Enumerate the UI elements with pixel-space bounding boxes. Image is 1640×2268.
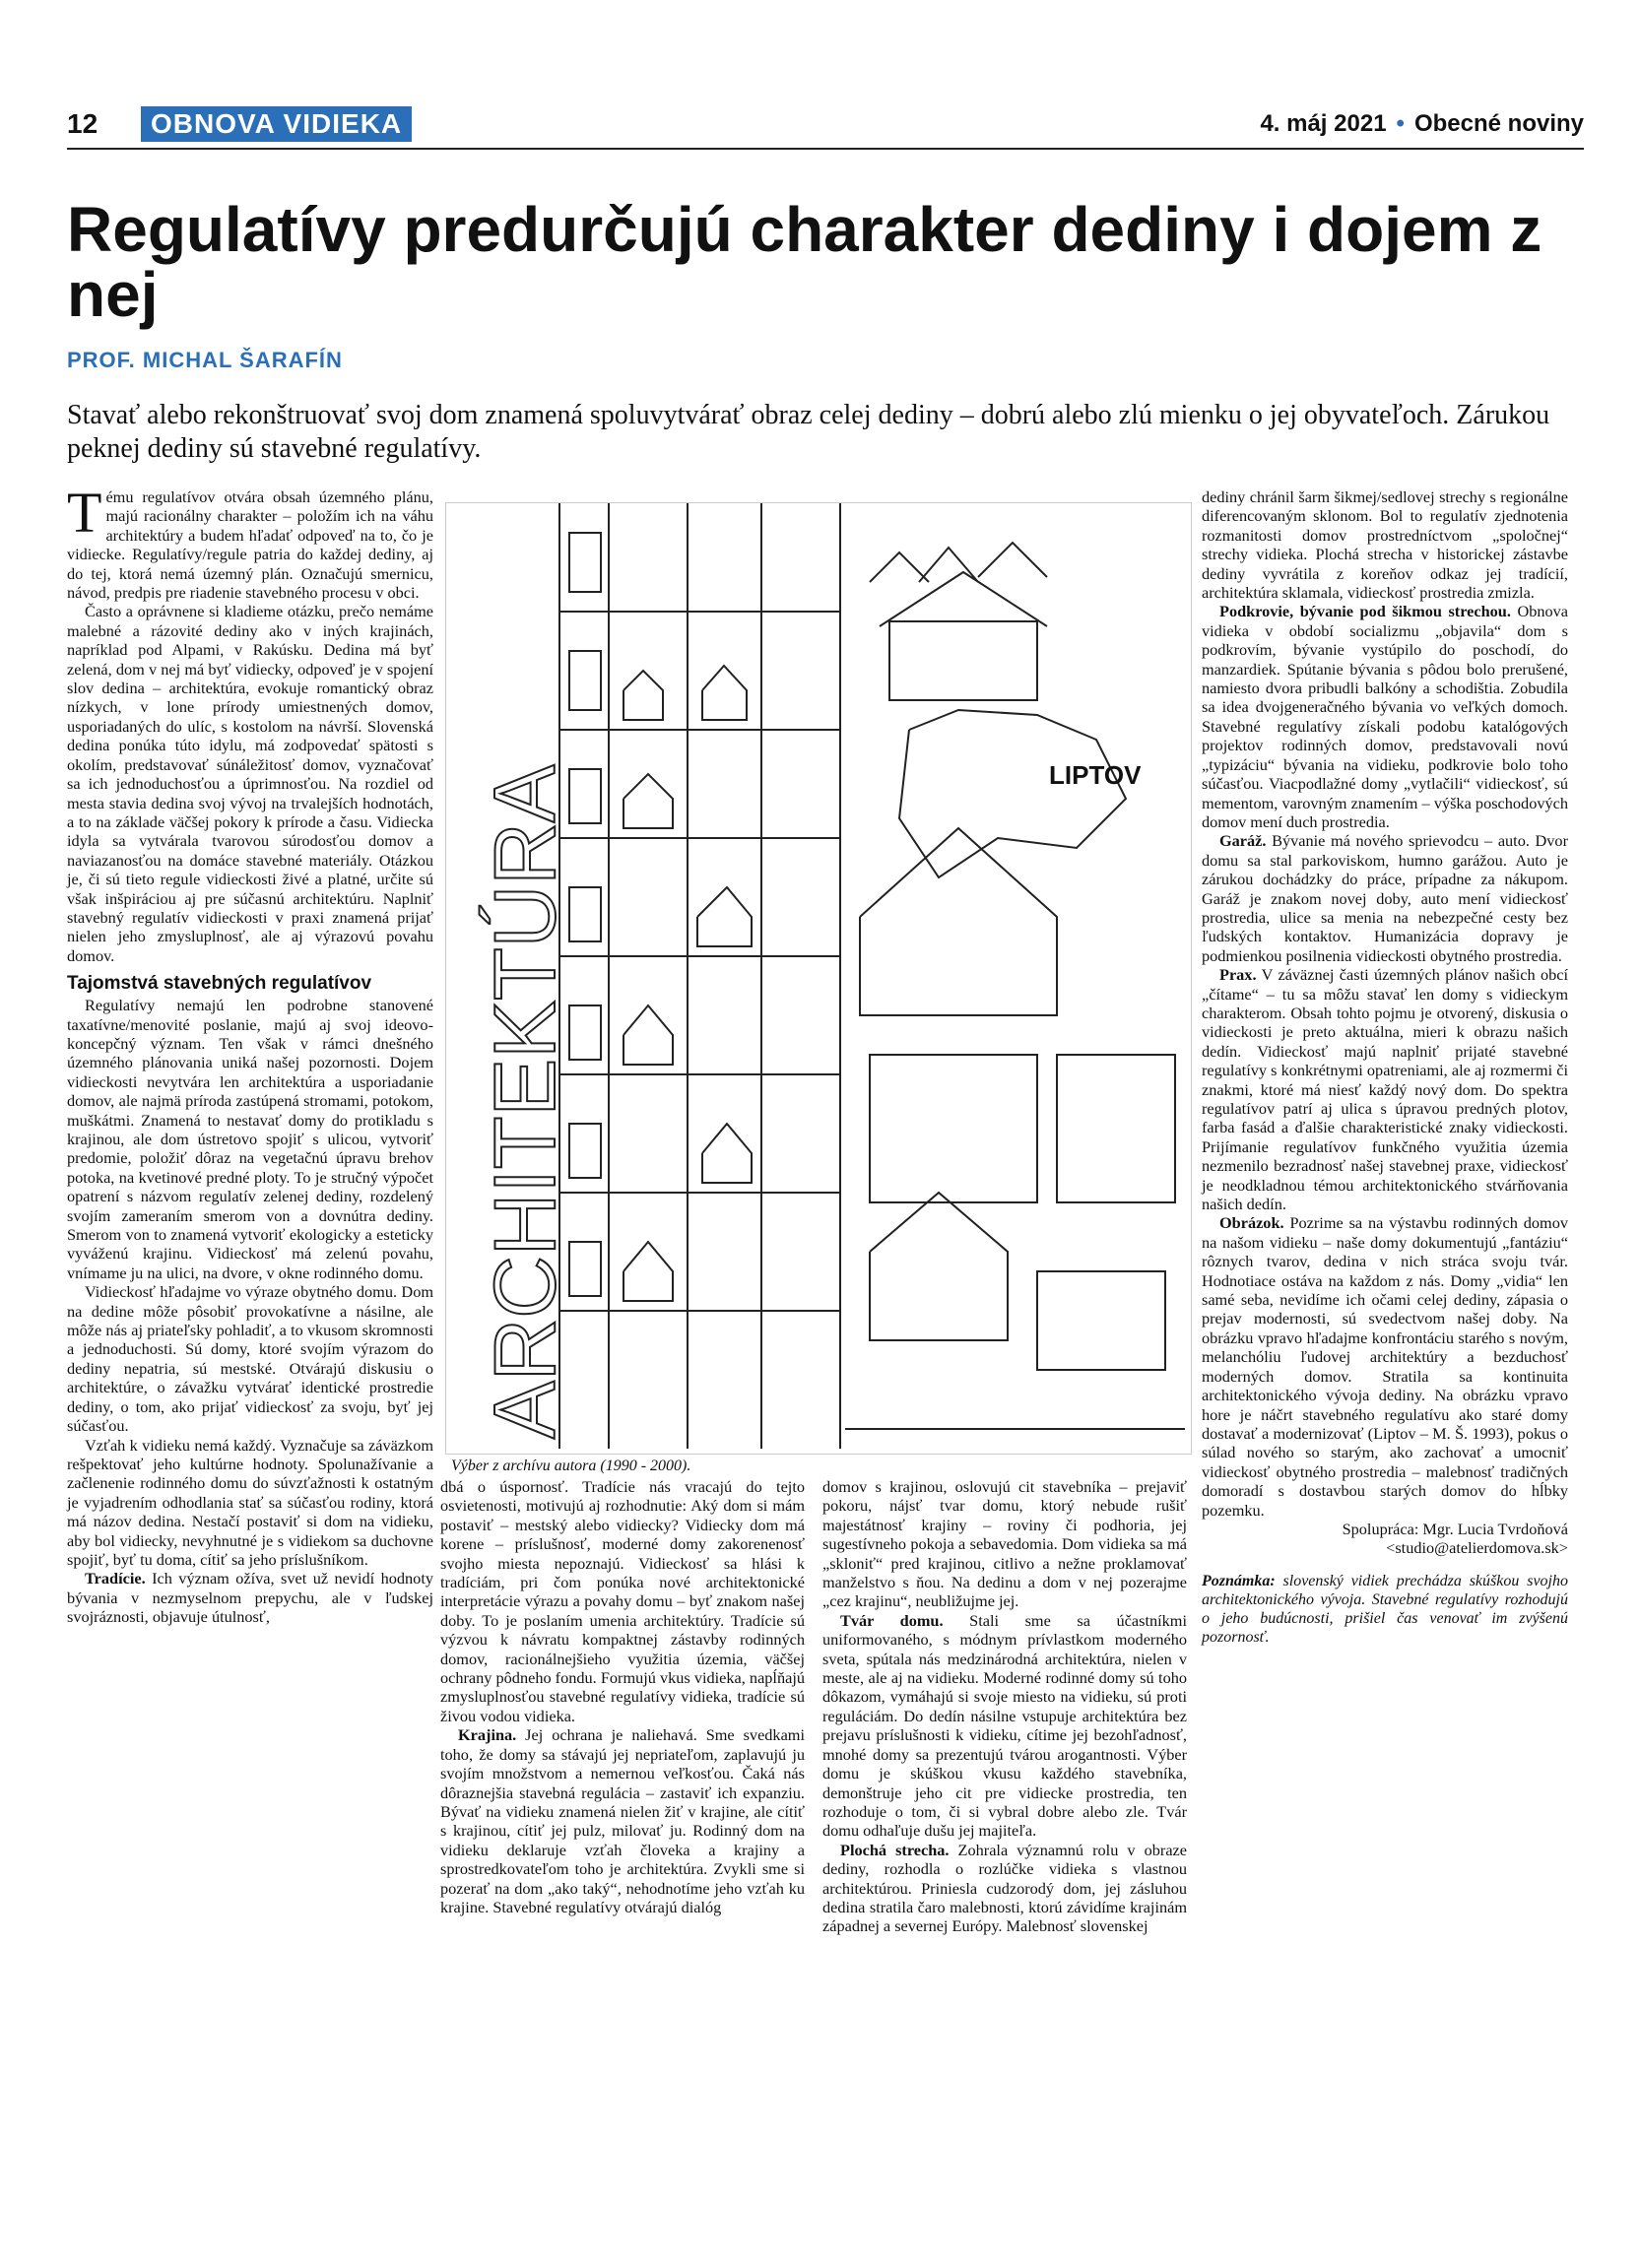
page-number: 12 <box>67 108 98 139</box>
signature-email[interactable]: <studio@atelierdomova.sk> <box>1386 1538 1568 1558</box>
paragraph: Regulatívy nemajú len podrobne stanovené taxatívne/menovité poslanie, majú aj svoj ideovo-koncepčný význam. Ten však v rámci dnešného územného plánovania uniká našej pozornosti. Dojem vidieckosti nevytvára len architektúra a usporiadanie domov, ale najmä príroda zastúpená stromami, potokom, muškátmi. Znamená to nestavať domy do protikladu s krajinou, ale dom ústretovo spojiť s ulicou, vytvoriť predomie, položiť dôraz na vegetačnú úpravu brehov potoka, na kvetinové predné ploty. To je stručný výpočet opatrení s názvom regulatív zelenej dediny, rozdelený svojím zameraním smerom von a dovnútra dediny. Smerom von to znamená vytvoriť ekologicky a esteticky vyváženú krajinu. Vidieckosť má zelenú povahu, vnímame ju na ulici, na dvore, v okne rodinného domu. <box>67 996 433 1282</box>
section-label[interactable]: OBNOVA VIDIEKA <box>141 106 412 142</box>
paper-name: Obecné noviny <box>1413 110 1584 137</box>
header-rule <box>67 148 1584 150</box>
paragraph: domov s krajinou, oslovujú cit stavebníka – prejaviť pokoru, nájsť tvar domu, ktorý nebude rušiť majestátnosť krajiny – roviny či podhoria, jej sugestívneho pokoja a sebavedomia. Dom vidieka sa má „skloniť“ pred krajinou, citlivo a nežne proklamovať manželstvo s ňou. Na dedinu a dom v nej pozerajme „cez krajinu“, neubližujme jej. <box>822 1477 1187 1611</box>
column-1 <box>67 481 433 1627</box>
paragraph: Obrázok. Pozrime sa na výstavbu rodinných domov na našom vidieku – naše domy dokumentujú „fantáziu“ rôznych tvarov, dedina v nich stráca svoju tvár. Hodnotiace ostáva na každom z nás. Domy „vidia“ len samé seba, nevidíme ich očami celej dediny, zápasia o prejav modernosti, sú svedectvom našej doby. Na obrázku vpravo hľadajme konfrontáciu starého s novým, melanchóliu ľudovej architektúry a bezduchosť moderných domov. Stratila sa kontinuita architektonického vývoja dediny. Na obrázku vpravo hore je náčrt stavebného regulatívu ako staré domy dostavať a modernizovať (Liptov – M. Š. 1993), pokus o súlad nového so starým, ako zachovať a umocniť vidieckosť obytného prostredia – malebnosť tradičných domoradí s dostavbou starých domov do hĺbky pozemku. <box>1202 1213 1568 1520</box>
article-lead: Stavať alebo rekonštruovať svoj dom znamená spoluvytvárať obraz celej dediny – dobrú alebo zlú mienku o jej obyvateľoch. Zárukou peknej dediny sú stavebné regulatívy. <box>67 400 1550 464</box>
column-2 <box>440 1477 805 1916</box>
paragraph: Prax. V záväznej časti územných plánov našich obcí „čítame“ – tu sa môžu stavať len domy s vidieckym charakterom. Obsah tohto pojmu je otvorený, diskusia o vidieckosti je preto aktuálna, mieri k obrazu našich dedín. Vidieckosť majú naplniť prijaté stavebné regulatívy s konkrétnymi opatreniami, ale aj rozmermi či znakmi, ktoré má niesť každý nový dom. Do spektra regulatívov patrí aj ulica s úpravou predných plotov, farba fasád a ďalšie charakteristické znaky vidieckosti. Prijímanie regulatívov funkčného využitia územia nezmenilo bezradnosť našej stavebnej praxe, vidieckosť je neodkladnou témou architektonického stvárňovania našich dedín. <box>1202 965 1568 1214</box>
paragraph: Vidieckosť hľadajme vo výraze obytného domu. Dom na dedine môže pôsobiť provokatívne a násilne, ale môže nás aj priateľsky pohladiť, a to vkusom skromnosti a jednoduchosti. Sú domy, ktoré svojím výrazom do dediny nepatria, sú mestské. Otvárajú diskusiu o architektúre, o závažku vytvárať identické prostredie dediny, o tom, ako prijať vidieckosť za svoju, byť jej súčasťou. <box>67 1282 433 1436</box>
paragraph: Vzťah k vidieku nemá každý. Vyznačuje sa záväzkom rešpektovať jeho kultúrne hodnoty. Spolunažívanie a začlenenie rodinného domu do súvzťažnosti k ostatným je vyjadrením odhodlania stať sa súčasťou rodiny, ktorá má názov dedina. Nestačí postaviť si dom na vidieku, aby bol vidiecky, nevyhnutné je s vidiekom sa duchovne spojiť, byť tu doma, cítiť sa jeho príslušníkom. <box>67 1435 433 1569</box>
paragraph: Tradície. Ich význam ožíva, svet už nevidí hodnoty bývania v nezmyselnom prepychu, ale v ľudskej svojráznosti, objavuje útulnosť, <box>67 1569 433 1627</box>
paragraph: Podkrovie, bývanie pod šikmou strechou. Obnova vidieka v období socializmu „objavila“ dom s podkrovím, bývanie vystúpilo do poschodí, do manzardiek. Spútanie bývania s pôdou bolo prerušené, namiesto dvora pribudli balkóny a schodištia. Zobudila sa idea dvojgeneračného bývania vo veľkých domoch. Stavebné regulatívy získali podobu katalógových projektov rodinných domov, predstavovali novú „typizáciu“ bývania na vidieku, podkrovie bolo toho súčasťou. Viacpodlažné domy „vytlačili“ vidieckosť, sú mementom, varovným znamením – výška poschodových domov mení duch prostredia. <box>1202 602 1568 831</box>
column-4 <box>1202 487 1568 1647</box>
paragraph: Tvár domu. Stali sme sa účastníkmi uniformovaného, s módnym prívlastkom moderného sveta, spútala nás medzinárodná architektúra, nielen v meste, ale aj na vidieku. Moderné rodinné domy sú toho dôkazom, vymáhajú si svoje miesto na vidieku, sú proti reguláciám. Do dedín násilne vstupuje architektúra bez prejavu príslušnosti k vidieku, cítime jej bezohľadnosť, mnohé domy sa prezentujú tvárou arogantnosti. Výber domu je skúškou vkusu každého stavebníka, demonštruje jeho cit pre vidiecke prostredia, ten rozhoduje o tom, či si vybral dobre alebo zle. Tvár domu odhaľuje dušu jej majiteľa. <box>822 1610 1187 1841</box>
column-3 <box>822 1477 1187 1936</box>
issue-date: 4. máj 2021 <box>1260 110 1387 137</box>
issue-info <box>1260 110 1584 138</box>
paragraph: Garáž. Bývanie má nového sprievodcu – auto. Dvor domu sa stal parkoviskom, humno garážou. Auto je zárukou dochádzky do práce, prípadne za nákupom. Garáž je znakom novej doby, auto mení vidieckosť prostredia, ulice sa menia na nebezpečné cesty bez ľudských kontaktov. Humanizácia dopravy je podmienkou posilnenia vidieckosti obytného prostredia. <box>1202 831 1568 965</box>
paragraph: dediny chránil šarm šikmej/sedlovej strechy s regionálne diferencovaným sklonom. Bol to regulatív zjednotenia rozmanitosti domov prostredníctvom „spoločnej“ strechy vidieka. Plochá strecha v historickej zástavbe dediny vyvrátila z koreňov odkaz jej tradícií, architektúra sklamala, vidieckosť prostredia zmizla. <box>1202 487 1568 603</box>
figure-caption: Výber z archívu autora (1990 - 2000). <box>451 1458 691 1474</box>
architecture-collage <box>445 502 1192 1455</box>
editor-note: Poznámka: slovenský vidiek prechádza skúškou svojho architektonického vývoja. Stavebné regulatívy rozhodujú o jeho budúcnosti, prišiel čas venovať im zvýšenú pozornosť. <box>1202 1572 1568 1646</box>
article-headline: Regulatívy predurčujú charakter dediny i dojem z nej <box>67 194 1542 330</box>
paragraph: Tému regulatívov otvára obsah územného plánu, majú racionálny charakter – položím ich na váhu architektúry a budem hľadať odpoveď na to, čo je vidiecke. Regulatívy/regule patria do každej dediny, aj do tej, ktorá nemá územný plán. Označujú smernicu, návod, predpis pre riadenie stavebného procesu v obci. <box>67 481 433 603</box>
subheading: Tajomstvá stavebných regulatívov <box>67 973 372 995</box>
paragraph: Plochá strecha. Zohrala významnú rolu v obraze dediny, rozhodla o rozlúčke vidieka s vlastnou architektúrou. Priniesla cudzorodý dom, jej zásluhou dedina stratila čaro malebnosti, ktorú závidíme krajinám západnej a severnej Európy. Malebnosť slovenskej <box>822 1840 1187 1936</box>
paragraph: Často a oprávnene si kladieme otázku, prečo nemáme malebné a rázovité dediny ako v iných krajinách, napríklad pod Alpami, v Rakúsku. Dedina má byť zelená, dom v nej má byť vidiecky, odpoveď je v spojení slov dedina – architektúra, evokuje romantický obraz nízkych, v lone prírody umiestnených domov, usporiadaných do ulíc, s kostolom na návrší. Slovenská dedina ponúka túto idylu, má zodpovedať spätosti s okolím, predstavovať súnáležitosť domov, vyznačovať sa ich jednoduchosťou a úprimnosťou. Na rozdiel od mesta stavia dedina svoj vývoj na trvalejších hodnotách, a to na základe väčšej pokory k prírode a času. Vidiecka idyla sa vytvárala tvarovou súrodosťou domov a naviazanosťou na domáce stavebné materiály. Otázkou je, či sú tieto regule vidieckosti živé a platné, určite sú však inšpiráciou aj pre súčasnú architektúru. Naplniť stavebný regulatív vidieckosti v praxi znamená prijať nielen jeho zmysluplnosť, ale aj výrazovú povahu domov. <box>67 602 433 965</box>
drop-cap: T <box>67 481 102 545</box>
page-header <box>67 106 1584 144</box>
paragraph: dbá o úspornosť. Tradície nás vracajú do tejto osvietenosti, motivujú aj rozhodnutie: Aký dom si mám postaviť – mestský alebo vidiecky? Vidiecky dom má korene – príslušnosť, moderné domy zakorenenosť svojho miesta nepoznajú. Vidieckosť sa hlási k tradíciám, pri čom ponúka nové architektonické interpretácie výrazu a povahy domu – byť znakom našej doby. To je poslaním umenia architektúry. Tradície sú výzvou k návratu kompaktnej zástavby rodinných domov, racionálnejšieho využitia územia, väčšej ochrany pôdneho fondu. Formujú vkus vidieka, napĺňajú zmysluplnosťou stavebné regulatívy vidieka, tradície sú živou vodou vidieka. <box>440 1477 805 1725</box>
separator-dot: • <box>1396 110 1405 137</box>
collage-drawing <box>446 503 1191 1454</box>
article-byline: PROF. MICHAL ŠARAFÍN <box>67 348 343 372</box>
paragraph: Krajina. Jej ochrana je naliehavá. Sme svedkami toho, že domy sa stávajú jej nepriateľom, zaplavujú ju svojím množstvom a nemernou veľkosťou. Čaká nás dôraznejšia stavebná regulácia – zastaviť ich expanziu. Bývať na vidieku znamená nielen žiť v krajine, ale cítiť s krajinou, cítiť jej pulz, milovať ju. Rodinný dom na vidieku deklaruje vzťah človeka a krajiny a sprostredkovateľom toho je architektúra. Zvykli sme si pozerať na dom „ako taký“, nehodnotíme jeho vzťah ku krajine. Stavebné regulatívy otvárajú dialóg <box>440 1725 805 1916</box>
map-label: LIPTOV <box>1049 760 1142 790</box>
signature-line: Spolupráca: Mgr. Lucia Tvrdoňová <box>1342 1519 1568 1538</box>
vertical-architecture-text: ARCHITEKTÚRA <box>476 764 573 1439</box>
